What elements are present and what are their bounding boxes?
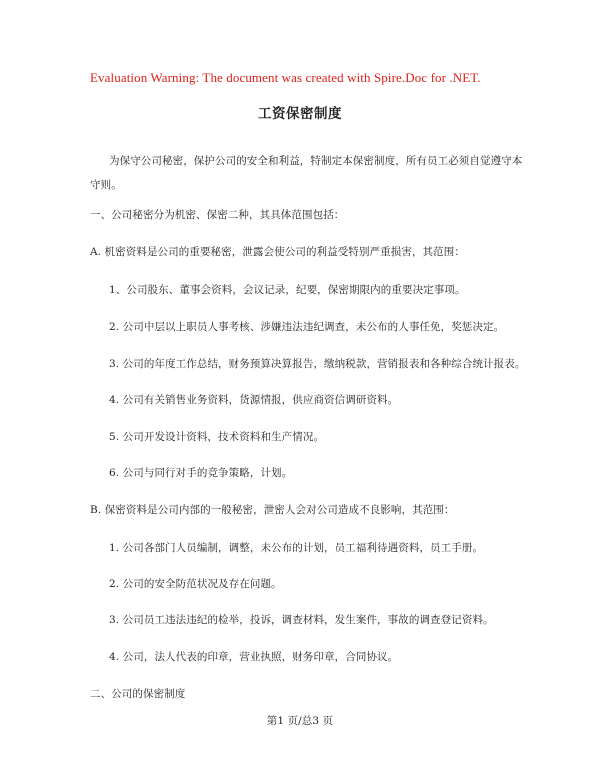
section-heading-1: 一、公司秘密分为机密、保密二种，其具体范围包括：	[90, 209, 345, 221]
list-item-b2: 2. 公司的安全防范状况及存在问题。	[109, 578, 282, 590]
list-item-b3: 3. 公司员工违法违纪的检举，投诉，调查材料，发生案件，事故的调查登记资料。	[109, 614, 494, 626]
subsection-a-heading: A. 机密资料是公司的重要秘密，泄露会使公司的利益受特别严重损害，其范围：	[90, 246, 465, 258]
evaluation-warning: Evaluation Warning: The document was created with Spire.Doc for .NET.	[90, 70, 481, 85]
list-item-a6: 6. 公司与同行对手的竞争策略，计划。	[109, 467, 293, 479]
page-number-footer: 第1 页/总3 页	[266, 715, 334, 727]
subsection-b-heading: B. 保密资料是公司内部的一般秘密，泄密人会对公司造成不良影响，其范围：	[90, 504, 455, 516]
list-item-a2: 2. 公司中层以上职员人事考核、涉嫌违法违纪调查，未公布的人事任免，奖惩决定。	[109, 321, 505, 333]
list-item-a3: 3. 公司的年度工作总结，财务预算决算报告，缴纳税款，营销报表和各种综合统计报表。	[109, 358, 526, 370]
paragraph-intro-line1: 为保守公司秘密，保护公司的安全和利益，特制定本保密制度，所有员工必须自觉遵守本	[109, 155, 523, 167]
paragraph-intro-line2: 守则。	[90, 179, 122, 191]
list-item-b1: 1. 公司各部门人员编制，调整，未公布的计划，员工福利待遇资料，员工手册。	[109, 542, 484, 554]
section-heading-2: 二、公司的保密制度	[90, 688, 186, 700]
list-item-b4: 4. 公司，法人代表的印章，营业执照，财务印章，合同协议。	[109, 651, 399, 663]
list-item-a1: 1、公司股东、董事会资料，会议记录，纪要，保密期限内的重要决定事项。	[109, 284, 466, 296]
document-title: 工资保密制度	[258, 106, 342, 122]
list-item-a4: 4. 公司有关销售业务资料，货源情报，供应商资信调研资料。	[109, 394, 399, 406]
list-item-a5: 5. 公司开发设计资料，技术资料和生产情况。	[109, 431, 325, 443]
